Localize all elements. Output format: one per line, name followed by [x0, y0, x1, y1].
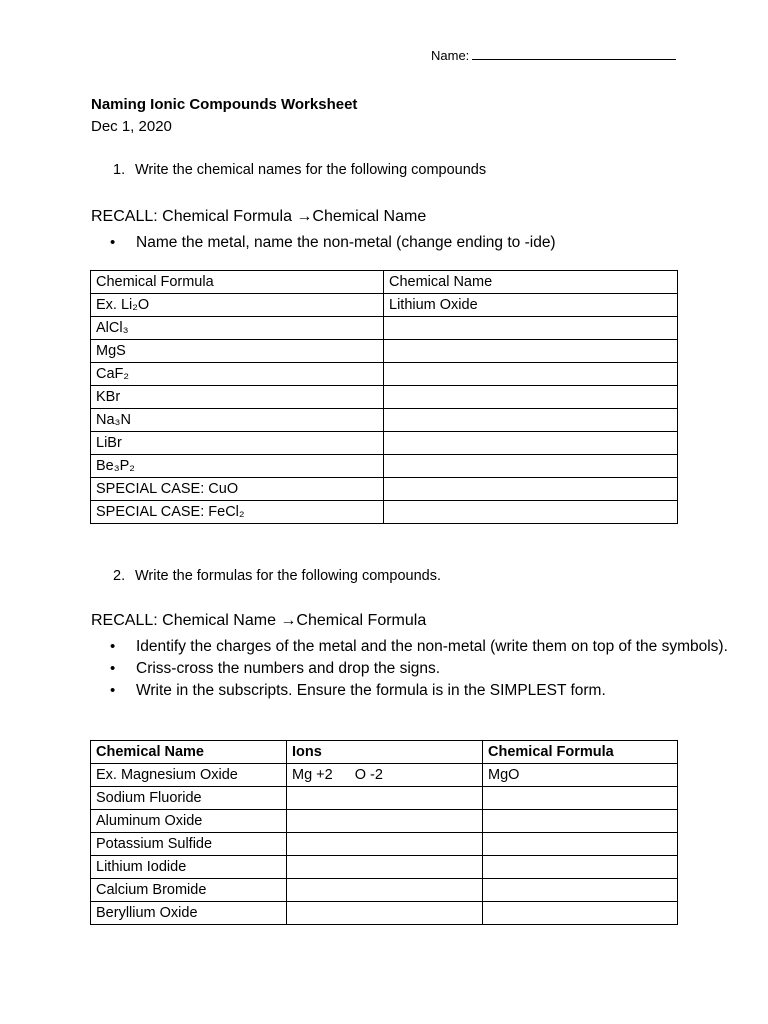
worksheet-date: Dec 1, 2020 [91, 118, 172, 135]
answer-cell: Lithium Oxide [384, 294, 678, 317]
worksheet-title: Naming Ionic Compounds Worksheet [91, 96, 358, 113]
answer-cell[interactable] [384, 409, 678, 432]
bullet-item: • Write in the subscripts. Ensure the formula is in the SIMPLEST form. [136, 680, 736, 701]
name-blank-line[interactable] [472, 47, 676, 60]
compound-name-cell: Aluminum Oxide [91, 810, 287, 833]
name-field [431, 47, 676, 63]
answer-cell[interactable] [384, 432, 678, 455]
formula-cell: KBr [91, 386, 384, 409]
compound-name-cell: Ex. Magnesium Oxide [91, 764, 287, 787]
header-cell: Ions [287, 741, 483, 764]
table-row [91, 902, 678, 925]
header-cell: Chemical Name [384, 271, 678, 294]
compound-name-cell: Lithium Iodide [91, 856, 287, 879]
formula-cell: Be₃P₂ [91, 455, 384, 478]
answer-cell[interactable] [384, 386, 678, 409]
table-row [91, 856, 678, 879]
table-row [91, 501, 678, 524]
recall-1-label: RECALL: [91, 208, 158, 225]
question-1 [113, 162, 486, 178]
answer-cell[interactable] [384, 340, 678, 363]
question-2-text: Write the formulas for the following compounds. [135, 568, 441, 584]
answer-cell[interactable] [384, 317, 678, 340]
formula-cell: SPECIAL CASE: CuO [91, 478, 384, 501]
name-to-formula-table [90, 740, 678, 925]
question-2-number: 2. [113, 568, 126, 584]
formula-cell[interactable] [483, 810, 678, 833]
formula-cell[interactable] [483, 879, 678, 902]
formula-cell: MgO [483, 764, 678, 787]
table-row [91, 317, 678, 340]
bullet-item: • Name the metal, name the non-metal (change ending to -ide) [136, 232, 736, 253]
header-cell: Chemical Formula [91, 271, 384, 294]
table-row [91, 455, 678, 478]
formula-cell: Ex. Li₂O [91, 294, 384, 317]
ions-cell[interactable] [287, 810, 483, 833]
formula-cell[interactable] [483, 902, 678, 925]
ions-cell[interactable] [287, 833, 483, 856]
formula-cell: MgS [91, 340, 384, 363]
header-cell: Chemical Formula [483, 741, 678, 764]
ions-cell[interactable] [287, 787, 483, 810]
header-cell: Chemical Name [91, 741, 287, 764]
table-row [91, 363, 678, 386]
section-1-bullets [91, 232, 736, 254]
ion-1: Mg +2 [292, 767, 333, 783]
table-row [91, 787, 678, 810]
formula-cell: SPECIAL CASE: FeCl₂ [91, 501, 384, 524]
formula-cell: CaF₂ [91, 363, 384, 386]
table-row [91, 432, 678, 455]
answer-cell[interactable] [384, 363, 678, 386]
answer-cell[interactable] [384, 478, 678, 501]
recall-2 [91, 612, 426, 630]
answer-cell[interactable] [384, 455, 678, 478]
compound-name-cell: Potassium Sulfide [91, 833, 287, 856]
recall-1-text: Chemical Formula →Chemical Name [162, 208, 427, 225]
compound-name-cell: Sodium Fluoride [91, 787, 287, 810]
formula-cell[interactable] [483, 856, 678, 879]
table-header-row [91, 741, 678, 764]
formula-cell: LiBr [91, 432, 384, 455]
formula-cell: Na₃N [91, 409, 384, 432]
formula-to-name-table [90, 270, 678, 524]
question-2 [113, 568, 441, 584]
table-row [91, 340, 678, 363]
table-row [91, 294, 678, 317]
bullet-item: • Identify the charges of the metal and the non-metal (write them on top of the symbols). [136, 636, 736, 657]
table-row [91, 833, 678, 856]
ions-cell [287, 764, 483, 787]
formula-cell[interactable] [483, 787, 678, 810]
table-row [91, 764, 678, 787]
section-2-bullets [91, 636, 736, 702]
formula-cell[interactable] [483, 833, 678, 856]
table-row [91, 810, 678, 833]
answer-cell[interactable] [384, 501, 678, 524]
table-row [91, 386, 678, 409]
name-label: Name: [431, 48, 470, 63]
formula-cell: AlCl₃ [91, 317, 384, 340]
question-1-text: Write the chemical names for the following compounds [135, 162, 487, 178]
ions-cell[interactable] [287, 902, 483, 925]
recall-1 [91, 208, 426, 226]
ions-cell[interactable] [287, 856, 483, 879]
recall-2-label: RECALL: [91, 612, 158, 629]
bullet-item: • Criss-cross the numbers and drop the signs. [136, 658, 736, 679]
compound-name-cell: Calcium Bromide [91, 879, 287, 902]
table-row [91, 879, 678, 902]
compound-name-cell: Beryllium Oxide [91, 902, 287, 925]
ions-cell[interactable] [287, 879, 483, 902]
question-1-number: 1. [113, 162, 126, 178]
table-row [91, 478, 678, 501]
table-header-row [91, 271, 678, 294]
recall-2-text: Chemical Name →Chemical Formula [162, 612, 427, 629]
ion-2: O -2 [354, 767, 383, 783]
table-row [91, 409, 678, 432]
